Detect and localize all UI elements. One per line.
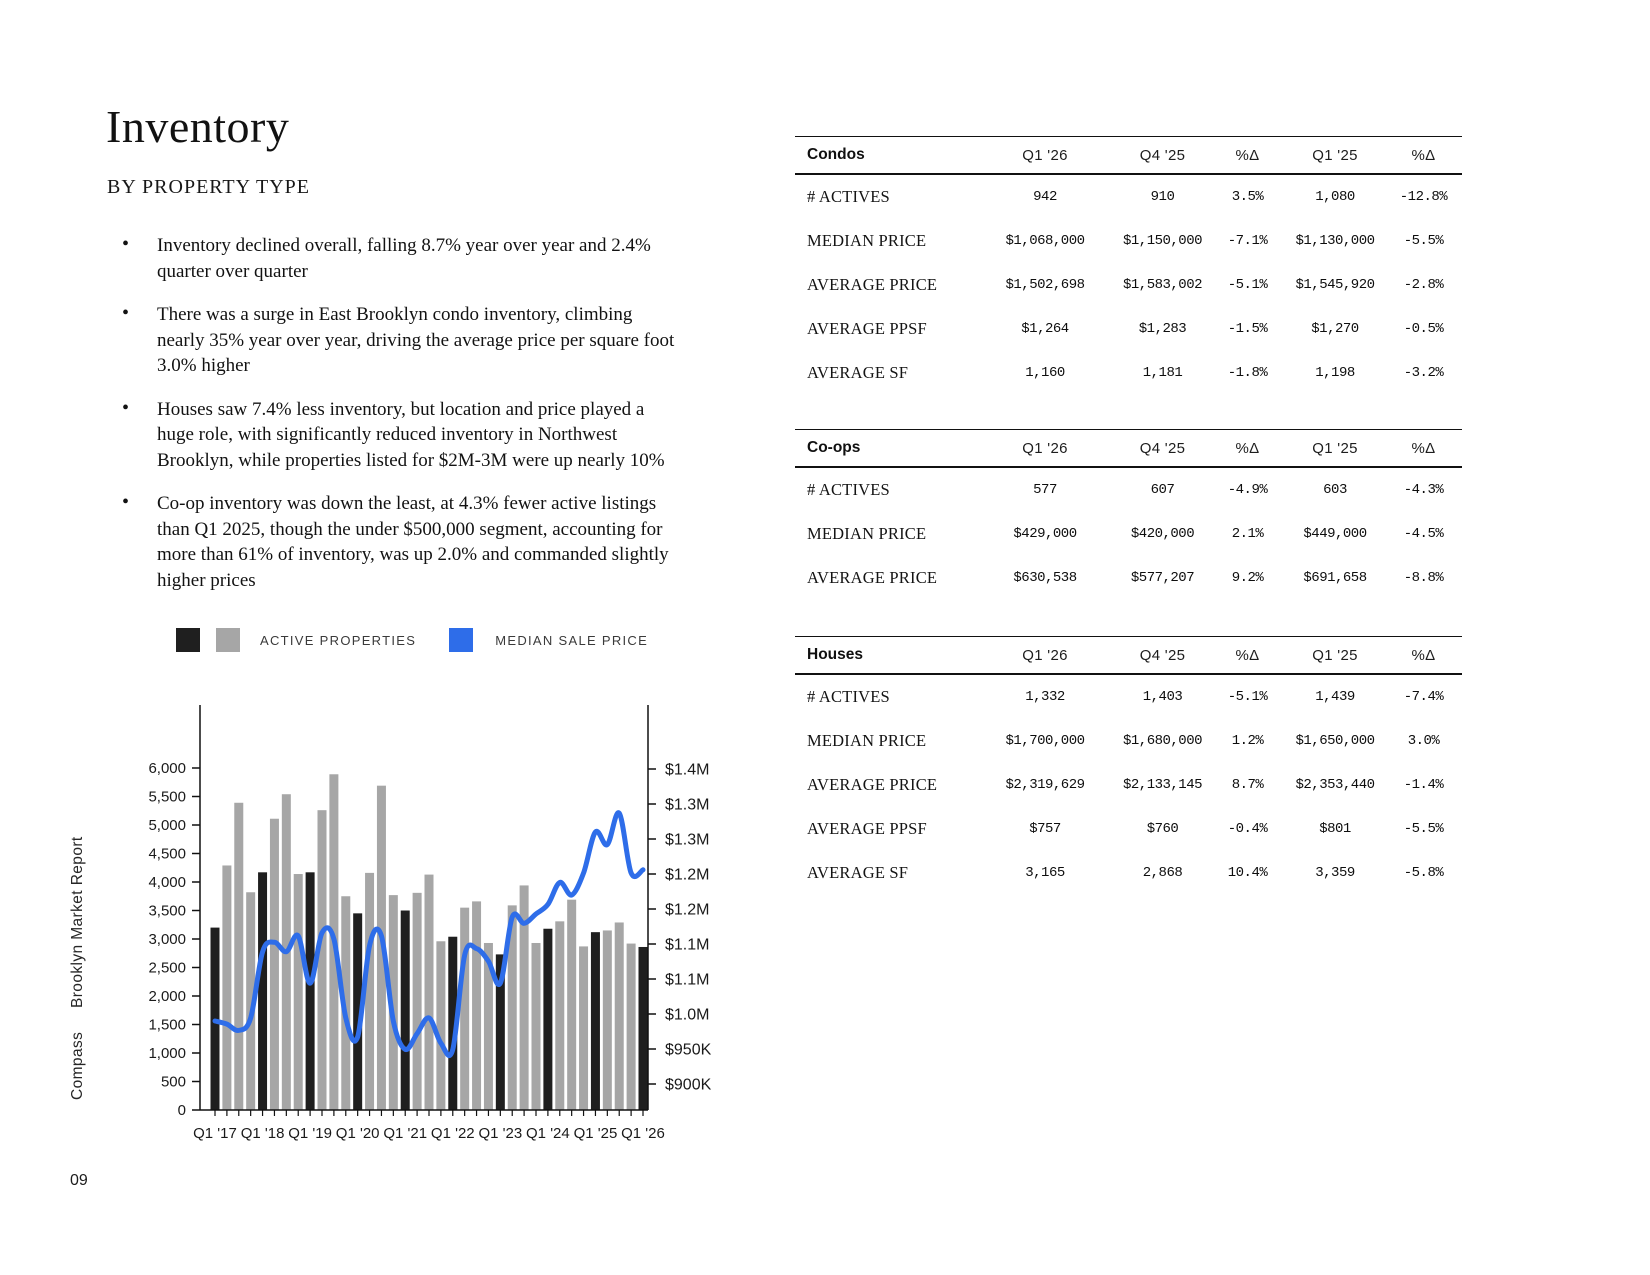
table-row <box>795 763 1462 807</box>
x-tick-label: Q1 '18 <box>240 1125 285 1142</box>
row-label: AVERAGE PRICE <box>807 275 938 294</box>
table-row <box>795 556 1462 600</box>
table-row <box>795 219 1462 263</box>
property-tables <box>795 0 1462 1000</box>
cell-value: -12.8% <box>1399 189 1448 205</box>
cell-value: $1,283 <box>1138 321 1187 337</box>
left-tick-label: 2,500 <box>148 959 186 977</box>
left-tick-label: 1,000 <box>148 1045 186 1062</box>
x-tick-label: Q1 '22 <box>430 1125 475 1142</box>
page-subtitle: BY PROPERTY TYPE <box>107 176 310 198</box>
right-tick-label: $1.3M <box>665 831 710 849</box>
bar-Q1 '21 <box>401 911 410 1111</box>
cell-value: 910 <box>1150 189 1175 205</box>
row-label: MEDIAN PRICE <box>807 731 927 750</box>
bar-Q1 '18 <box>258 872 267 1110</box>
bar-Q2 '19 <box>318 810 327 1110</box>
cell-value: $2,133,145 <box>1122 777 1202 793</box>
cell-value: 577 <box>1033 482 1057 498</box>
table-title: Houses <box>807 646 863 663</box>
bullet-item: • Houses saw 7.4% less inventory, but location and price played a huge role, with significantly reduced inventory in Northwest Brooklyn, while properties listed for $2M-3M were up nearly 10% <box>120 397 680 474</box>
cell-value: -5.5% <box>1403 821 1444 837</box>
bar-Q2 '22 <box>460 908 469 1110</box>
cell-value: 1,160 <box>1025 365 1065 381</box>
bar-Q4 '21 <box>436 941 445 1110</box>
table-title: Co-ops <box>807 439 861 456</box>
left-tick-label: 4,000 <box>148 874 186 891</box>
cell-value: 1,439 <box>1315 689 1355 705</box>
bar-Q3 '21 <box>425 875 434 1110</box>
legend-label-median: MEDIAN SALE PRICE <box>495 632 649 648</box>
cell-value: 3.0% <box>1407 733 1440 749</box>
column-header: Q1 '26 <box>1022 146 1068 164</box>
cell-value: $429,000 <box>1013 526 1077 542</box>
bar-Q2 '18 <box>270 819 279 1110</box>
cell-value: 3.5% <box>1231 189 1264 205</box>
bar-Q1 '19 <box>306 872 315 1110</box>
left-tick-label: 1,500 <box>148 1016 186 1034</box>
right-tick-label: $1.0M <box>665 1006 710 1024</box>
cell-value: $1,700,000 <box>1005 733 1085 749</box>
bar-Q4 '18 <box>294 874 303 1110</box>
sidebar-brand: Compass <box>69 1031 86 1100</box>
table-row <box>795 175 1462 219</box>
table-condos <box>795 136 1462 395</box>
cell-value: $2,353,440 <box>1295 777 1375 793</box>
right-tick-label: $900K <box>665 1076 712 1094</box>
cell-value: -0.4% <box>1227 821 1268 837</box>
cell-value: $1,150,000 <box>1122 233 1202 249</box>
row-label: MEDIAN PRICE <box>807 231 927 250</box>
chart-legend <box>176 627 648 653</box>
column-header: Q1 '25 <box>1312 146 1358 164</box>
right-tick-label: $950K <box>665 1041 712 1059</box>
right-tick-label: $1.3M <box>665 796 710 814</box>
bar-Q2 '17 <box>222 865 231 1110</box>
right-tick-label: $1.2M <box>665 866 710 884</box>
cell-value: -4.5% <box>1403 526 1444 542</box>
left-tick-label: 3,000 <box>148 931 186 948</box>
cell-value: 10.4% <box>1227 865 1268 881</box>
cell-value: $577,207 <box>1130 570 1195 586</box>
inventory-chart-svg <box>130 695 760 1165</box>
cell-value: $1,545,920 <box>1295 277 1375 293</box>
cell-value: -2.8% <box>1403 277 1444 293</box>
cell-value: -4.3% <box>1403 482 1444 498</box>
bullet-item: • Co-op inventory was down the least, at 4.3% fewer active listings than Q1 2025, though the under $500,000 segment, accounting for more than 61% of inventory, was up 2.0% and commanded slightly higher prices <box>120 491 680 593</box>
cell-value: -5.1% <box>1227 277 1268 293</box>
row-label: # ACTIVES <box>807 687 890 706</box>
cell-value: -5.5% <box>1403 233 1444 249</box>
right-tick-label: $1.1M <box>665 971 710 989</box>
row-label: MEDIAN PRICE <box>807 524 927 543</box>
cell-value: 603 <box>1323 482 1347 498</box>
cell-value: 1,198 <box>1315 365 1355 381</box>
bar-Q2 '21 <box>413 893 422 1110</box>
cell-value: -5.8% <box>1403 865 1444 881</box>
table-title: Condos <box>807 146 865 163</box>
cell-value: 2,868 <box>1142 865 1183 881</box>
column-header: Q4 '25 <box>1139 146 1186 164</box>
table-row <box>795 512 1462 556</box>
legend-swatch-black-icon <box>176 628 200 652</box>
bar-Q1 '26 <box>639 947 648 1110</box>
cell-value: $1,583,002 <box>1122 277 1202 293</box>
x-tick-label: Q1 '26 <box>621 1125 665 1142</box>
right-tick-label: $1.2M <box>665 901 710 919</box>
column-header: %Δ <box>1411 146 1436 164</box>
cell-value: 942 <box>1033 189 1057 205</box>
cell-value: -7.1% <box>1227 233 1268 249</box>
cell-value: $630,538 <box>1013 570 1077 586</box>
table-row <box>795 675 1462 719</box>
row-label: # ACTIVES <box>807 480 890 499</box>
cell-value: $1,502,698 <box>1005 277 1085 293</box>
cell-value: -1.4% <box>1403 777 1444 793</box>
cell-value: $449,000 <box>1303 526 1367 542</box>
column-header: Q4 '25 <box>1139 646 1186 664</box>
table-row <box>795 263 1462 307</box>
bar-Q4 '23 <box>532 943 541 1110</box>
table-houses <box>795 636 1462 895</box>
cell-value: $691,658 <box>1303 570 1367 586</box>
legend-swatch-gray-icon <box>216 628 240 652</box>
row-label: AVERAGE PRICE <box>807 568 938 587</box>
inventory-chart <box>130 695 760 1170</box>
bar-Q2 '24 <box>555 921 564 1110</box>
cell-value: 3,359 <box>1315 865 1355 881</box>
bar-Q3 '24 <box>567 900 576 1110</box>
table-row <box>795 719 1462 763</box>
cell-value: 607 <box>1150 482 1175 498</box>
cell-value: $757 <box>1029 821 1061 837</box>
bar-Q4 '24 <box>579 946 588 1110</box>
row-label: # ACTIVES <box>807 187 890 206</box>
bar-Q4 '25 <box>627 944 636 1110</box>
cell-value: 1.2% <box>1231 733 1264 749</box>
legend-label-active: ACTIVE PROPERTIES <box>260 632 417 648</box>
bar-Q1 '24 <box>543 929 552 1110</box>
table-row <box>795 807 1462 851</box>
sidebar-report-title: Brooklyn Market Report <box>69 836 86 1008</box>
bar-Q2 '25 <box>603 930 612 1110</box>
bullet-item: • Inventory declined overall, falling 8.7% year over year and 2.4% quarter over quarter <box>120 233 680 284</box>
column-header: %Δ <box>1411 439 1436 457</box>
cell-value: $1,264 <box>1021 321 1069 337</box>
bullet-list <box>120 233 680 611</box>
cell-value: 2.1% <box>1231 526 1264 542</box>
bar-Q3 '25 <box>615 922 624 1110</box>
cell-value: $420,000 <box>1130 526 1195 542</box>
cell-value: $801 <box>1319 821 1351 837</box>
row-label: AVERAGE SF <box>807 363 909 382</box>
cell-value: $760 <box>1146 821 1179 837</box>
cell-value: $1,650,000 <box>1295 733 1375 749</box>
left-tick-label: 500 <box>160 1073 186 1091</box>
cell-value: -3.2% <box>1403 365 1444 381</box>
column-header: %Δ <box>1235 146 1260 164</box>
row-label: AVERAGE PRICE <box>807 775 938 794</box>
x-tick-label: Q1 '20 <box>335 1125 380 1142</box>
left-tick-label: 0 <box>177 1102 186 1119</box>
column-header: Q1 '26 <box>1022 646 1068 664</box>
x-tick-label: Q1 '21 <box>383 1125 428 1142</box>
cell-value: -1.5% <box>1227 321 1268 337</box>
column-header: Q4 '25 <box>1139 439 1186 457</box>
bar-Q2 '20 <box>365 873 374 1110</box>
row-label: AVERAGE PPSF <box>807 319 927 338</box>
column-header: Q1 '25 <box>1312 439 1358 457</box>
cell-value: -1.8% <box>1227 365 1268 381</box>
left-tick-label: 2,000 <box>148 988 186 1005</box>
bar-Q3 '17 <box>234 803 243 1110</box>
table-row <box>795 351 1462 395</box>
column-header: Q1 '26 <box>1022 439 1068 457</box>
cell-value: -7.4% <box>1403 689 1444 705</box>
cell-value: -0.5% <box>1403 321 1444 337</box>
legend-swatch-blue-icon <box>449 628 473 652</box>
cell-value: $2,319,629 <box>1005 777 1085 793</box>
cell-value: 9.2% <box>1231 570 1264 586</box>
cell-value: 1,403 <box>1142 689 1183 705</box>
left-tick-label: 6,000 <box>148 760 186 777</box>
cell-value: -4.9% <box>1227 482 1268 498</box>
right-tick-label: $1.4M <box>665 761 710 779</box>
cell-value: 3,165 <box>1025 865 1065 881</box>
cell-value: 1,181 <box>1142 365 1183 381</box>
bar-Q1 '25 <box>591 932 600 1110</box>
table-row <box>795 468 1462 512</box>
cell-value: -5.1% <box>1227 689 1268 705</box>
cell-value: -8.8% <box>1403 570 1444 586</box>
cell-value: $1,130,000 <box>1295 233 1375 249</box>
x-tick-label: Q1 '19 <box>288 1125 332 1142</box>
x-tick-label: Q1 '23 <box>478 1125 523 1142</box>
page-title: Inventory <box>106 101 290 152</box>
column-header: %Δ <box>1235 646 1260 664</box>
bullet-item: • There was a surge in East Brooklyn condo inventory, climbing nearly 35% year over year, driving the average price per square foot 3.0% higher <box>120 302 680 379</box>
left-tick-label: 5,000 <box>148 817 186 834</box>
table-row <box>795 851 1462 895</box>
bar-Q3 '22 <box>472 901 481 1110</box>
cell-value: $1,680,000 <box>1122 733 1202 749</box>
cell-value: 1,080 <box>1315 189 1355 205</box>
cell-value: 1,332 <box>1025 689 1065 705</box>
table-row <box>795 307 1462 351</box>
page-number: 09 <box>70 1172 88 1189</box>
left-tick-label: 3,500 <box>148 902 186 920</box>
cell-value: $1,068,000 <box>1005 233 1085 249</box>
column-header: Q1 '25 <box>1312 646 1358 664</box>
row-label: AVERAGE PPSF <box>807 819 927 838</box>
table-co-ops <box>795 429 1462 600</box>
x-tick-label: Q1 '17 <box>193 1125 237 1142</box>
cell-value: 8.7% <box>1231 777 1264 793</box>
cell-value: $1,270 <box>1311 321 1359 337</box>
left-tick-label: 5,500 <box>148 788 186 806</box>
x-tick-label: Q1 '24 <box>526 1125 570 1142</box>
column-header: %Δ <box>1411 646 1436 664</box>
column-header: %Δ <box>1235 439 1260 457</box>
row-label: AVERAGE SF <box>807 863 909 882</box>
right-tick-label: $1.1M <box>665 936 710 954</box>
left-tick-label: 4,500 <box>148 845 186 863</box>
x-tick-label: Q1 '25 <box>573 1125 618 1142</box>
